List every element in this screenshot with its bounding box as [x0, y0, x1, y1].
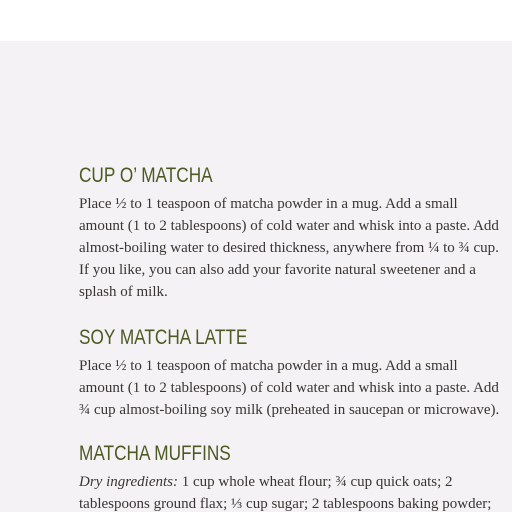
- dry-ingredients-label: Dry ingredients:: [79, 474, 179, 490]
- recipe-text-line: tablespoons ground flax; ⅓ cup sugar; 2 tablespoons baking powder;: [79, 496, 492, 512]
- recipe-text-line: [79, 471, 453, 493]
- recipe-text-line: amount (1 to 2 tablespoons) of cold water and whisk into a paste. Add: [79, 218, 499, 234]
- top-margin: [0, 0, 512, 41]
- section-heading-soy-matcha-latte: SOY MATCHA LATTE: [79, 326, 248, 349]
- section-heading-matcha-muffins: MATCHA MUFFINS: [79, 442, 231, 465]
- recipe-text-line: ¾ cup almost-boiling soy milk (preheated in saucepan or microwave).: [79, 402, 500, 418]
- recipe-text-line: amount (1 to 2 tablespoons) of cold water and whisk into a paste. Add: [79, 380, 499, 396]
- dry-ingredients-text: 1 cup whole wheat flour; ¾ cup quick oats; 2: [178, 474, 453, 490]
- recipe-text-line: Place ½ to 1 teaspoon of matcha powder in a mug. Add a small: [79, 358, 458, 374]
- recipe-text-line: If you like, you can also add your favorite natural sweetener and a: [79, 262, 476, 278]
- section-heading-cup-o-matcha: CUP O’ MATCHA: [79, 164, 213, 187]
- recipe-text-line: Place ½ to 1 teaspoon of matcha powder in a mug. Add a small: [79, 196, 458, 212]
- recipe-text-line: splash of milk.: [79, 284, 168, 300]
- recipe-text-line: almost-boiling water to desired thickness, anywhere from ¼ to ¾ cup.: [79, 240, 499, 256]
- book-page: [0, 41, 512, 512]
